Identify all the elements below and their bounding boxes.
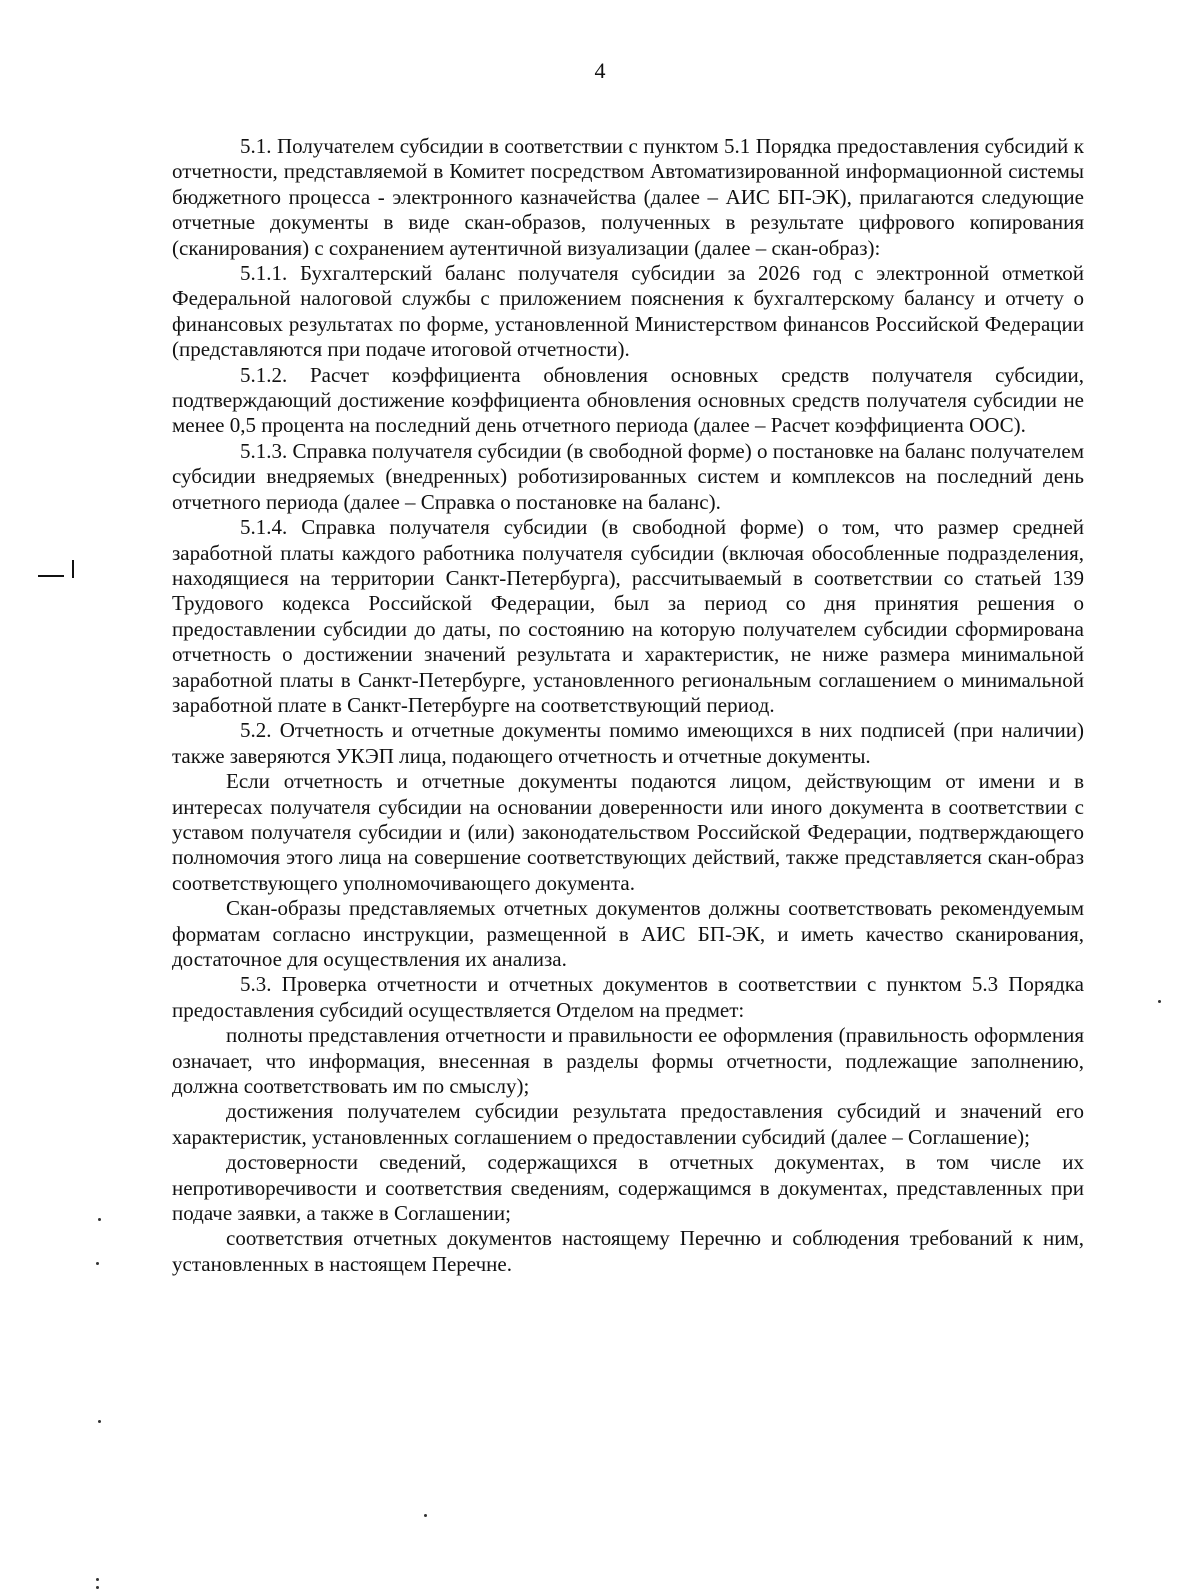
document-body — [172, 134, 1084, 1277]
paragraph-5-1-3: 5.1.3. Справка получателя субсидии (в свободной форме) о постановке на баланс получателем субсидии внедряемых (внедренных) роботизированных систем и комплексов на последний день отчетного периода (далее – Справка о постановке на баланс). — [172, 438, 1084, 514]
page-number: 4 — [594, 58, 606, 83]
list-item-completeness: полноты представления отчетности и правильности ее оформления (правильность оформления означает, что информация, внесенная в разделы формы отчетности, подлежащие заполнению, должна соответствовать им по смыслу); — [172, 1023, 1084, 1099]
list-item-compliance: соответствия отчетных документов настоящему Перечню и соблюдения требований к ним, установленных в настоящем Перечне. — [172, 1226, 1084, 1276]
paragraph-5-1-4: 5.1.4. Справка получателя субсидии (в свободной форме) о том, что размер средней заработной платы каждого работника получателя субсидии (включая обособленные подразделения, находящиеся на территории Санкт-Петербурга), рассчитываемый в соответствии со статьей 139 Трудового кодекса Российской Федерации, был за период со дня принятия решения о предоставлении субсидии до даты, по состоянию на которую получателем субсидии сформирована отчетность о достижении значений результата и характеристик, не ниже размера минимальной заработной платы в Санкт-Петербурге, установленного региональным соглашением о минимальной заработной плате в Санкт-Петербурге на соответствующий период. — [172, 515, 1084, 717]
scan-speck — [96, 1586, 99, 1589]
binding-mark-icon — [38, 560, 82, 580]
paragraph-5-3: 5.3. Проверка отчетности и отчетных документов в соответствии с пунктом 5.3 Порядка предоставления субсидий осуществляется Отделом на предмет: — [172, 972, 1084, 1022]
list-item-achievement: достижения получателем субсидии результата предоставления субсидий и значений его характеристик, установленных соглашением о предоставлении субсидий (далее – Соглашение); — [172, 1099, 1084, 1149]
scan-speck — [98, 1420, 101, 1423]
paragraph-authority: Если отчетность и отчетные документы подаются лицом, действующим от имени и в интересах получателя субсидии на основании доверенности или иного документа в соответствии с уставом получателя субсидии и (или) законодательством Российской Федерации, подтверждающего полномочия этого лица на совершение соответствующих действий, также представляется скан-образ соответствующего уполномочивающего документа. — [172, 769, 1084, 895]
scan-speck — [98, 1218, 101, 1221]
paragraph-5-1: 5.1. Получателем субсидии в соответствии с пунктом 5.1 Порядка предоставления субсидий к отчетности, представляемой в Комитет посредством Автоматизированной информационной системы бюджетного процесса - электронного казначейства (далее – АИС БП-ЭК), прилагаются следующие отчетные документы в виде скан-образов, полученных в результате цифрового копирования (сканирования) с сохранением аутентичной визуализации (далее – скан-образ): — [172, 134, 1084, 260]
paragraph-5-1-2: 5.1.2. Расчет коэффициента обновления основных средств получателя субсидии, подтверждающий достижение коэффициента обновления основных средств получателя субсидии не менее 0,5 процента на последний день отчетного периода (далее – Расчет коэффициента ООС). — [172, 362, 1084, 438]
list-item-reliability: достоверности сведений, содержащихся в отчетных документах, в том числе их непротиворечивости и соответствия сведениям, содержащимся в документах, представленных при подаче заявки, а также в Соглашении; — [172, 1150, 1084, 1226]
scan-speck — [1158, 1000, 1161, 1003]
scan-speck — [96, 1578, 99, 1581]
scan-speck — [96, 1262, 99, 1265]
paragraph-5-1-1: 5.1.1. Бухгалтерский баланс получателя субсидии за 2026 год с электронной отметкой Федеральной налоговой службы с приложением пояснения к бухгалтерскому балансу и отчету о финансовых результатах по форме, установленной Министерством финансов Российской Федерации (представляются при подаче итоговой отчетности). — [172, 261, 1084, 362]
scan-speck — [424, 1514, 427, 1517]
paragraph-scan-formats: Скан-образы представляемых отчетных документов должны соответствовать рекомендуемым форматам согласно инструкции, размещенной в АИС БП-ЭК, и иметь качество сканирования, достаточное для осуществления их анализа. — [172, 896, 1084, 971]
paragraph-5-2: 5.2. Отчетность и отчетные документы помимо имеющихся в них подписей (при наличии) также заверяются УКЭП лица, подающего отчетность и отчетные документы. — [172, 718, 1084, 768]
